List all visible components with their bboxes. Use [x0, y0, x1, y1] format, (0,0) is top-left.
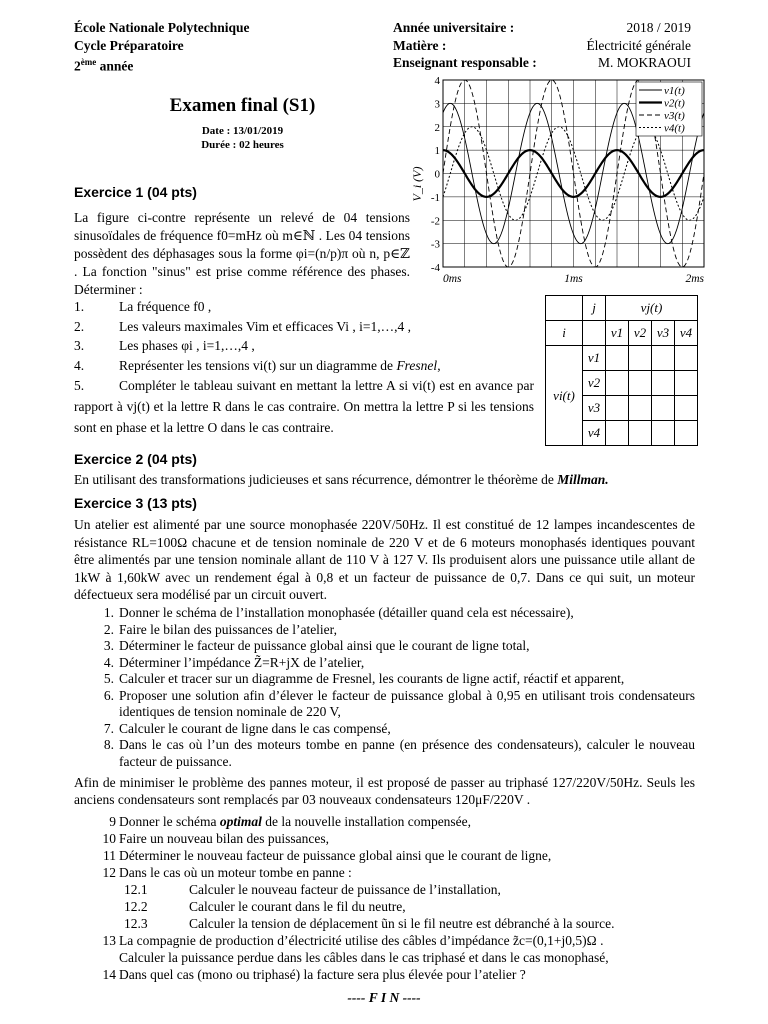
ex3-item — [74, 605, 695, 622]
x-tick-label: 1ms — [564, 273, 583, 285]
ex3-item-number: 1. — [103, 605, 114, 620]
ex3-item-text: Faire le bilan des puissances de l’atelier, — [119, 621, 338, 637]
ex1-q1: 1. La fréquence f0 , — [74, 299, 212, 314]
ex3-item-2-text: La compagnie de production d’électricité utilise des câbles d’impédance z̃c=(0,1+j0,5)Ω . — [119, 933, 604, 948]
ex3-item-2-text: Dans quel cas (mono ou triphasé) la facture sera plus élevée pour l’atelier ? — [119, 967, 526, 982]
table-j-head: j — [583, 296, 606, 321]
y-tick-label: 3 — [434, 98, 440, 111]
table-cell — [629, 396, 652, 421]
ex3-item-number: 4. — [103, 654, 114, 670]
year-num: 2 — [74, 58, 81, 74]
table-cell — [675, 346, 698, 371]
y-tick-label: 2 — [434, 121, 440, 134]
ex1-q5-text: Compléter le tableau suivant en mettant la lettre A si vi(t) est en avance par rapport à vj(t) et la lettre R dans le cas contraire. On mettra la lettre P si les tensions sont en phase et la lettre O dans le cas contraire. — [74, 378, 534, 435]
ex3-question-list — [74, 605, 695, 770]
table-vi-head: vi(t) — [546, 346, 583, 446]
ex3-item — [74, 688, 695, 721]
ex3-item-text: Déterminer l’impédance Z̃=R+jX de l’atelier, — [119, 654, 365, 670]
y-tick-label: -4 — [430, 262, 440, 274]
ex3-subitem — [74, 881, 695, 898]
year-word: année — [96, 58, 134, 74]
ex3-subitem-number: 12.1 — [124, 882, 148, 897]
legend-label: v4(t) — [664, 122, 685, 135]
table-corner — [546, 296, 583, 321]
legend-label: v1(t) — [664, 85, 685, 97]
ex3-item-2 — [74, 966, 695, 983]
ex3-item-2-number: 11 — [103, 848, 116, 863]
school-name: École Nationale Polytechnique — [74, 20, 250, 35]
table-cell — [606, 371, 629, 396]
exam-duration: Durée : 02 heures — [201, 139, 284, 151]
cycle-name: Cycle Préparatoire — [74, 37, 184, 53]
ex3-item — [74, 721, 695, 738]
y-tick-label: -2 — [430, 215, 440, 228]
table-row-v3: v3 — [583, 396, 606, 421]
ex3-item-2-text: de la nouvelle installation compensée, — [261, 814, 472, 829]
ex1-q2-text: Les valeurs maximales Vim et efficaces Vi , i=1,…,4 , — [119, 318, 412, 334]
ex3-item — [74, 622, 695, 639]
label-year: Année universitaire : — [393, 20, 515, 35]
table-cell — [652, 421, 675, 446]
table-col-v2: v2 — [629, 321, 652, 346]
table-cell — [629, 371, 652, 396]
ex3-subitem-text: Calculer la tension de déplacement ũn si le fil neutre est débranché à la source. — [189, 916, 615, 931]
ex3-subitem — [74, 898, 695, 915]
ex1-intro-text: La figure ci-contre représente un relevé de 04 tensions sinusoïdales de fréquence f0=mHz où m∈ℕ . Les 04 tensions possèdent des déphasages sous la forme φi=(n/p)π où n, p∈ℤ . La fonction "sinus" est prise comme référence des phases. Déterminer : — [74, 210, 410, 297]
header-values — [560, 19, 691, 72]
year-sup: ème — [80, 57, 97, 67]
ex3-item-number: 3. — [103, 638, 114, 653]
ex1-intro — [74, 209, 410, 299]
ex3-item-2-text: Dans le cas où un moteur tombe en panne : — [119, 865, 352, 880]
ex3-intro: Un atelier est alimenté par une source monophasée 220V/50Hz. Il est constitué de 12 lampes incandescentes de résistance RL=100Ω chacune et de tension nominale de 220 V et de 6 moteurs monophasés identiques pouvant être alimentés par une tension nominale allant de 110 V à 127 V. Ils produisent alors une puissance utile allant de 1kW à 1,60kW avec un rendement égal à 0,8 et un facteur de puissance de 0,7. Dans ce qui suit, un moteur défectueux sera modélisé par un circuit ouvert. — [74, 517, 695, 602]
exam-date: Date : 13/01/2019 — [201, 125, 284, 137]
table-col-v1: v1 — [606, 321, 629, 346]
legend-label: v2(t) — [664, 97, 685, 110]
table-blank — [583, 321, 606, 346]
table-cell — [606, 346, 629, 371]
ex3-item-number: 2. — [103, 621, 114, 637]
ex3-item-2-number: 13 — [102, 933, 116, 948]
table-row-v4: v4 — [583, 421, 606, 446]
ex3-title: Exercice 3 (13 pts) — [74, 495, 197, 511]
ex1-q2: 2. Les valeurs maximales Vim et efficaces Vi , i=1,…,4 , — [74, 318, 412, 334]
x-tick-labels — [443, 273, 705, 285]
table-cell — [606, 396, 629, 421]
exam-meta — [150, 124, 335, 152]
header-labels — [393, 19, 537, 72]
table-cell — [652, 396, 675, 421]
table-row-v1: v1 — [583, 346, 606, 371]
table-cell — [652, 371, 675, 396]
ex1-q4-fresnel: Fresnel — [396, 357, 438, 373]
footer-fin — [0, 990, 768, 1006]
ex3-item-number: 5. — [103, 671, 114, 686]
table-i-head: i — [546, 321, 583, 346]
value-teacher: M. MOKRAOUI — [597, 55, 691, 70]
ex2-title: Exercice 2 (04 pts) — [74, 451, 197, 467]
x-tick-label: 0ms — [443, 273, 462, 285]
y-tick-label: 1 — [434, 145, 440, 158]
ex3-item-2-number: 10 — [102, 831, 116, 846]
ex3-q13-continued: Calculer la puissance perdue dans les câbles dans le cas triphasé et dans le cas monophasé, — [119, 950, 609, 965]
table-vj-head: vj(t) — [606, 296, 698, 321]
chart-legend — [636, 82, 702, 136]
value-year: 2018 / 2019 — [626, 20, 691, 35]
ex3-item — [74, 655, 695, 672]
table-col-v3: v3 — [652, 321, 675, 346]
ex3-item-text: Dans le cas où l’un des moteurs tombe en panne (en présence des condensateurs), calculer le nouveau facteur de puissance. — [119, 737, 695, 769]
ex3-item-2-text: optimal — [219, 814, 262, 829]
table-col-v4: v4 — [675, 321, 698, 346]
y-axis-label: V_i (V) — [410, 166, 424, 202]
ex1-q3: 3. Les phases φi , i=1,…,4 , — [74, 338, 255, 353]
y-tick-label: -1 — [430, 191, 440, 204]
year-level — [74, 54, 250, 75]
table-cell — [606, 421, 629, 446]
table-cell — [652, 346, 675, 371]
ex3-item-2-number: 12 — [102, 865, 116, 880]
ex3-item-2-text: Déterminer le nouveau facteur de puissance global ainsi que le courant de ligne, — [119, 848, 552, 863]
ex3-subitem-text: Calculer le nouveau facteur de puissance de l’installation, — [189, 882, 501, 897]
ex3-item-text: Calculer le courant de ligne dans le cas compensé, — [119, 720, 391, 736]
ex1-title: Exercice 1 (04 pts) — [74, 184, 197, 200]
ex3-para2: Afin de minimiser le problème des pannes moteur, il est proposé de passer au triphasé 127/220V/50Hz. Seuls les anciens condensateurs sont remplacés par 03 nouveaux condensateurs 120μF/220V . — [74, 775, 695, 807]
ex3-item — [74, 638, 695, 655]
voltage-chart — [405, 72, 705, 290]
ex3-item-text: Déterminer le facteur de puissance global ainsi que le courant de ligne total, — [119, 638, 530, 653]
ex3-item — [74, 737, 695, 770]
legend-label: v3(t) — [664, 110, 685, 122]
ex2-text — [74, 472, 714, 488]
ex1-q4-text: Représenter les tensions vi(t) sur un diagramme de — [119, 357, 397, 373]
footer-text: ---- F I N ---- — [347, 990, 421, 1005]
ex2-body: En utilisant des transformations judicieuses et sans récurrence, démontrer le théorème de — [74, 472, 558, 487]
ex1-q1-text: La fréquence f0 , — [119, 299, 212, 314]
ex3-subitem-number: 12.2 — [124, 899, 148, 914]
y-tick-labels — [431, 75, 441, 274]
ex3-item-2-number: 9 — [109, 814, 116, 829]
ex3-subitem-number: 12.3 — [124, 916, 148, 931]
table-cell — [675, 421, 698, 446]
ex1-questions — [74, 297, 534, 438]
phase-table — [545, 295, 698, 446]
ex2-millman: Millman. — [557, 472, 609, 487]
ex3-item-text: Calculer et tracer sur un diagramme de Fresnel, les courants de ligne actif, réactif et apparent, — [119, 671, 625, 686]
ex3-item-text: Donner le schéma de l’installation monophasée (détailler quand cela est nécessaire), — [119, 605, 574, 620]
ex3-item-text: Proposer une solution afin d’élever le facteur de puissance global à 0,95 en utilisant trois condensateurs identiques de tension nominale de 220 V, — [119, 687, 695, 719]
ex3-item-2-text: Faire un nouveau bilan des puissances, — [119, 831, 329, 846]
ex1-q3-text: Les phases φi , i=1,…,4 , — [119, 338, 255, 353]
exam-title: Examen final (S1) — [169, 95, 316, 116]
table-cell — [675, 396, 698, 421]
ex3-item-2 — [74, 864, 695, 881]
header-left — [74, 19, 250, 75]
y-tick-label: -3 — [430, 238, 440, 251]
ex3-question-list-2 — [74, 813, 695, 983]
table-cell — [629, 346, 652, 371]
ex3-item-number: 7. — [103, 720, 114, 736]
ex3-item-2 — [74, 932, 695, 949]
ex1-q5: 5. Compléter le tableau suivant en mettant la lettre A si vi(t) est en avance par rapport à vj(t) et la lettre R dans le cas contraire. On mettra la lettre P si les tensions sont en phase et la lettre O dans le cas contraire. — [74, 378, 534, 435]
ex3-subitem-text: Calculer le courant dans le fil du neutre, — [189, 899, 406, 914]
ex3-item-2-number: 14 — [102, 967, 116, 982]
ex3-item-2-text: Donner le schéma — [119, 814, 220, 829]
ex1-q4: 4. Représenter les tensions vi(t) sur un diagramme de Fresnel, — [74, 357, 441, 373]
ex3-item-2 — [74, 813, 695, 830]
label-teacher: Enseignant responsable : — [393, 55, 537, 70]
table-cell — [675, 371, 698, 396]
label-subject: Matière : — [393, 37, 447, 53]
table-cell — [629, 421, 652, 446]
x-tick-label: 2ms — [685, 273, 704, 285]
table-row-v2: v2 — [583, 371, 606, 396]
ex3-item-2 — [74, 847, 695, 864]
ex3-item-number: 8. — [103, 737, 114, 752]
ex3-subitem — [74, 915, 695, 932]
y-tick-label: 4 — [434, 75, 440, 87]
y-tick-label: 0 — [434, 168, 440, 181]
ex3-item-number: 6. — [103, 687, 114, 703]
ex3-item — [74, 671, 695, 688]
ex3-item-2 — [74, 830, 695, 847]
value-subject: Électricité générale — [586, 37, 691, 53]
